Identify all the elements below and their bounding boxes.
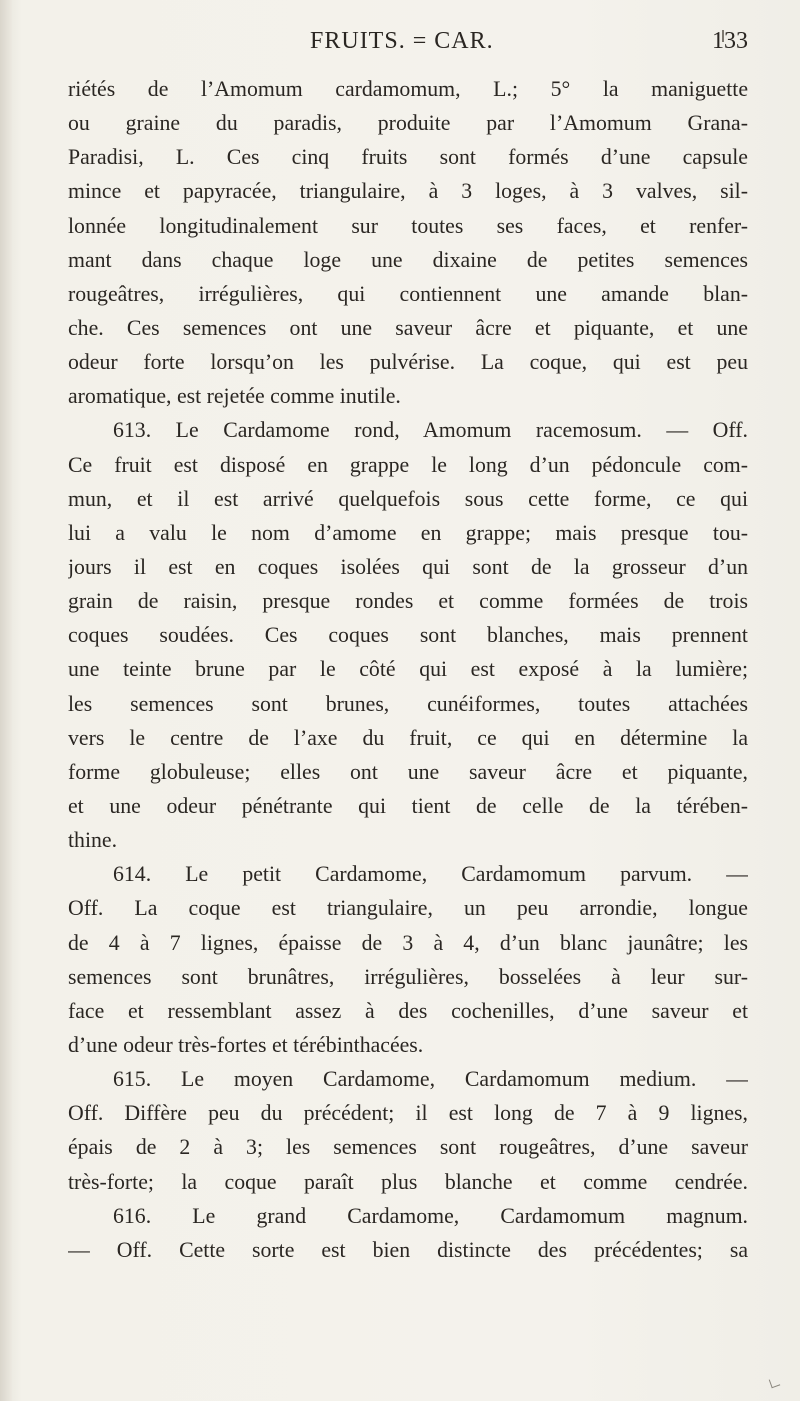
running-title: FRUITS. = CAR. (310, 28, 494, 54)
body-text (68, 72, 748, 1267)
text-line: 613. Le Cardamome rond, Amomum racemosum. — Off. (113, 418, 748, 443)
text-line: Off. Diffère peu du précédent; il est long de 7 à 9 lignes, (68, 1101, 748, 1126)
text-line: d’une odeur très-fortes et térébinthacées. (68, 1032, 424, 1057)
text-line: semences sont brunâtres, irrégulières, bosselées à leur sur- (68, 964, 748, 989)
text-line: odeur forte lorsqu’on les pulvérise. La coque, qui est peu (68, 350, 748, 375)
text-line: lui a valu le nom d’amome en grappe; mais presque tou- (68, 520, 748, 545)
page-number: 133 (712, 28, 748, 54)
page-header (60, 24, 760, 64)
text-line: vers le centre de l’axe du fruit, ce qui en détermine la (68, 725, 748, 750)
text-line: jours il est en coques isolées qui sont de la grosseur d’un (68, 554, 748, 579)
text-line: face et ressemblant assez à des cochenilles, d’une saveur et (68, 998, 748, 1023)
text-line: les semences sont brunes, cunéiformes, toutes attachées (68, 691, 748, 716)
text-line: Paradisi, L. Ces cinq fruits sont formés d’une capsule (68, 145, 748, 170)
text-line: coques soudées. Ces coques sont blanches, mais prennent (68, 623, 748, 648)
text-line: et une odeur pénétrante qui tient de celle de la térében- (68, 793, 748, 818)
text-line: Off. La coque est triangulaire, un peu arrondie, longue (68, 896, 748, 921)
text-line: 615. Le moyen Cardamome, Cardamomum medium. — (113, 1067, 748, 1092)
text-line: Ce fruit est disposé en grappe le long d’un pédoncule com- (68, 452, 748, 477)
text-line: — Off. Cette sorte est bien distincte des précédentes; sa (68, 1237, 748, 1262)
text-line: de 4 à 7 lignes, épaisse de 3 à 4, d’un blanc jaunâtre; les (68, 930, 748, 955)
text-line: riétés de l’Amomum cardamomum, L.; 5° la maniguette (68, 77, 748, 101)
text-line: mun, et il est arrivé quelquefois sous cette forme, ce qui (68, 486, 748, 511)
text-line: aromatique, est rejetée comme inutile. (68, 384, 401, 409)
text-line: grain de raisin, presque rondes et comme formées de trois (68, 589, 748, 614)
text-line: 614. Le petit Cardamome, Cardamomum parvum. — (113, 862, 748, 887)
text-line: mant dans chaque loge une dixaine de petites semences (68, 247, 748, 272)
text-line: forme globuleuse; elles ont une saveur âcre et piquante, (68, 759, 748, 784)
page-corner-mark (769, 1377, 781, 1389)
text-line: lonnée longitudinalement sur toutes ses faces, et renfer- (68, 213, 748, 238)
text-line: mince et papyracée, triangulaire, à 3 loges, à 3 valves, sil- (68, 179, 748, 204)
page-gutter (0, 0, 12, 1401)
text-line: très-forte; la coque paraît plus blanche et comme cendrée. (68, 1169, 748, 1194)
text-line: thine. (68, 828, 118, 853)
text-line: rougeâtres, irrégulières, qui contiennent une amande blan- (68, 281, 748, 306)
text-line: 616. Le grand Cardamome, Cardamomum magnum. (113, 1203, 748, 1228)
text-line: che. Ces semences ont une saveur âcre et piquante, et une (68, 315, 748, 340)
text-line: une teinte brune par le côté qui est exposé à la lumière; (68, 657, 748, 682)
text-line: ou graine du paradis, produite par l’Amomum Grana- (68, 111, 748, 136)
text-line: épais de 2 à 3; les semences sont rougeâtres, d’une saveur (68, 1135, 748, 1160)
